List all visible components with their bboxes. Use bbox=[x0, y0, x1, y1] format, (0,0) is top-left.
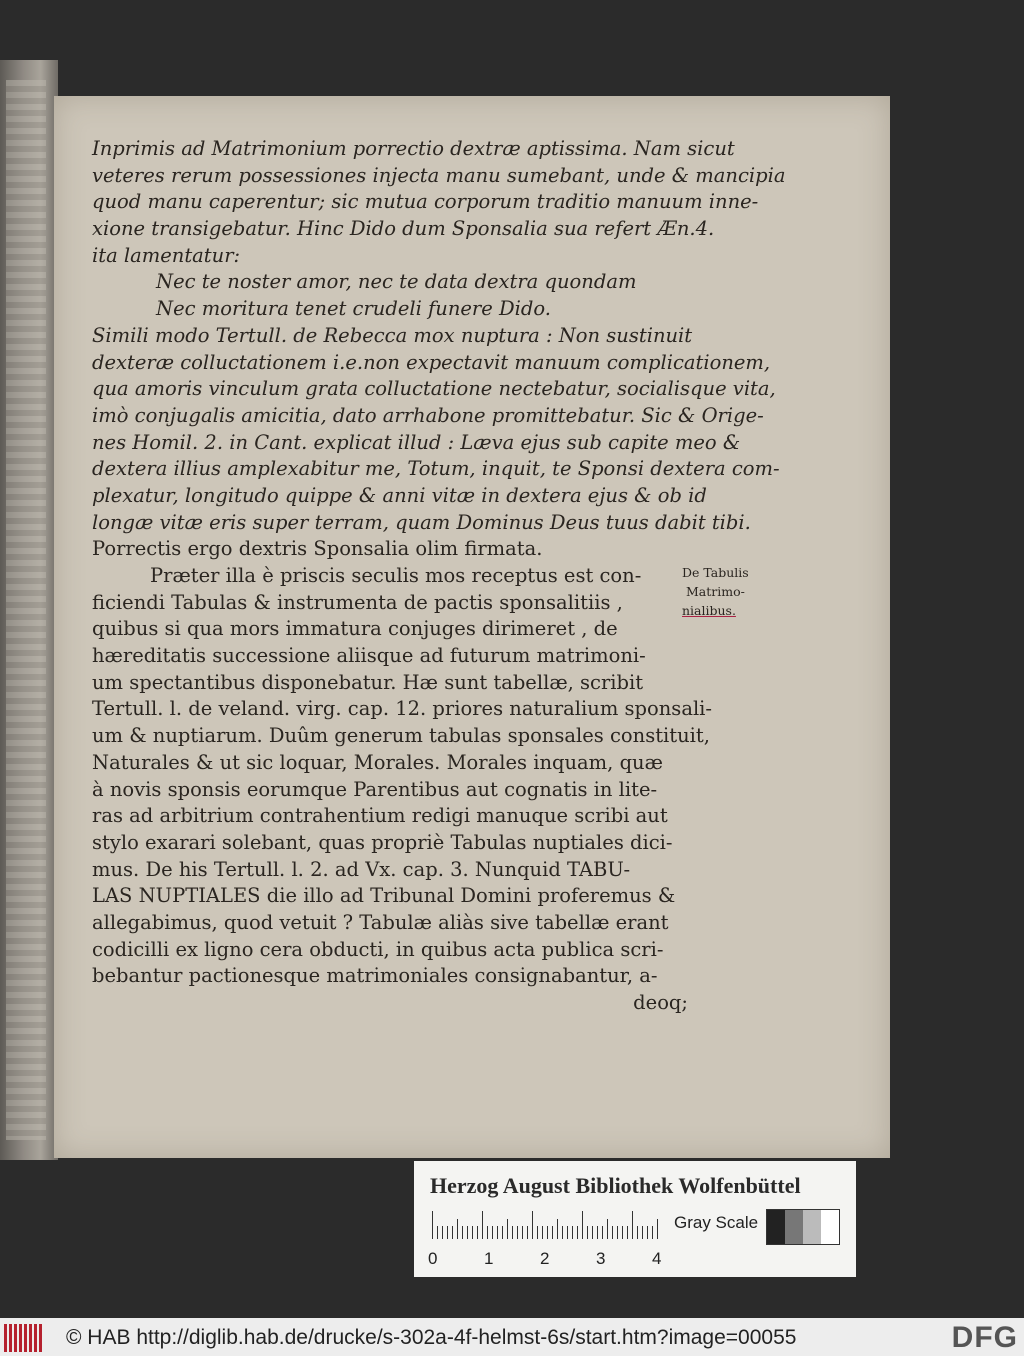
ruler-tick bbox=[492, 1226, 493, 1239]
text-line: Nec moritura tenet crudeli funere Dido. bbox=[156, 297, 551, 321]
text-line: Tertull. l. de veland. virg. cap. 12. priores naturalium sponsali- bbox=[92, 697, 713, 721]
text-line: codicilli ex ligno cera obducti, in quibus acta publica scri- bbox=[92, 937, 664, 961]
text-line: longæ vitæ eris super terram, quam Dominus Deus tuus dabit tibi. bbox=[92, 510, 751, 534]
text-line: qua amoris vinculum grata colluctatione nectebatur, socialisque vita, bbox=[92, 377, 776, 401]
gray-swatch bbox=[767, 1210, 785, 1244]
ruler-tick bbox=[637, 1226, 638, 1239]
ruler-number: 0 bbox=[428, 1249, 438, 1268]
ruler-tick bbox=[447, 1226, 448, 1239]
ruler-tick bbox=[467, 1226, 468, 1239]
text-line: Inprimis ad Matrimonium porrectio dextræ aptissima. Nam sicut bbox=[92, 137, 735, 160]
ruler-number: 2 bbox=[540, 1249, 550, 1268]
ruler-tick bbox=[632, 1211, 633, 1239]
text-line: deoq; bbox=[633, 991, 688, 1014]
text-line: stylo exarari solebant, quas propriè Tabulas nuptiales dici- bbox=[92, 830, 673, 854]
gray-scale-label: Gray Scale bbox=[674, 1213, 759, 1232]
gray-swatch bbox=[785, 1210, 803, 1244]
ruler-tick bbox=[657, 1219, 658, 1239]
text-line: nes Homil. 2. in Cant. explicat illud : Læva ejus sub capite meo & bbox=[92, 430, 741, 454]
ruler-tick bbox=[607, 1219, 608, 1239]
ruler-tick bbox=[547, 1226, 548, 1239]
ruler-number: 3 bbox=[596, 1249, 606, 1268]
adjacent-page-text bbox=[6, 80, 46, 1140]
ruler-tick bbox=[542, 1226, 543, 1239]
copyright-link[interactable]: © HAB http://diglib.hab.de/drucke/s-302a-4f-helmst-6s/start.htm?image=00055 bbox=[66, 1326, 797, 1349]
text-line: Simili modo Tertull. de Rebecca mox nuptura : Non sustinuit bbox=[92, 323, 693, 347]
text-line: Nec te noster amor, nec te data dextra quondam bbox=[156, 270, 637, 294]
text-line: Præter illa è priscis seculis mos receptus est con- bbox=[150, 564, 642, 587]
ruler-tick bbox=[612, 1226, 613, 1239]
ruler-tick bbox=[572, 1226, 573, 1239]
ruler-tick bbox=[452, 1226, 453, 1239]
text-line: dexteræ colluctationem i.e.non expectavit manuum complicationem, bbox=[92, 350, 771, 374]
marginal-note-line: nialibus. bbox=[682, 603, 736, 618]
ruler-tick bbox=[442, 1226, 443, 1239]
text-line: quibus si qua mors immatura conjuges dirimeret , de bbox=[92, 617, 618, 641]
text-line: bebantur pactionesque matrimoniales consignabantur, a- bbox=[92, 964, 658, 988]
text-line: veteres rerum possessiones injecta manu sumebant, unde & mancipia bbox=[92, 163, 786, 187]
ruler-tick bbox=[487, 1226, 488, 1239]
ruler-tick bbox=[587, 1226, 588, 1239]
ruler-tick bbox=[517, 1226, 518, 1239]
marginal-note-line: De Tabulis bbox=[682, 565, 749, 580]
ruler-tick bbox=[502, 1226, 503, 1239]
text-line: ras ad arbitrium contrahentium redigi manuque scribi aut bbox=[92, 804, 668, 828]
ruler-tick bbox=[432, 1211, 433, 1239]
ruler-tick bbox=[567, 1226, 568, 1239]
adjacent-page-edge bbox=[0, 60, 58, 1160]
text-line: dextera illius amplexabitur me, Totum, inquit, te Sponsi dextera com- bbox=[92, 457, 780, 481]
marginal-note bbox=[682, 563, 749, 620]
ruler-number: 1 bbox=[484, 1249, 494, 1268]
text-line: ita lamentatur: bbox=[92, 243, 241, 267]
gray-swatch bbox=[803, 1210, 821, 1244]
gray-swatch bbox=[821, 1210, 839, 1244]
text-line: xione transigebatur. Hinc Dido dum Sponsalia sua refert Æn.4. bbox=[92, 217, 715, 241]
ruler-tick bbox=[582, 1211, 583, 1239]
ruler-tick bbox=[552, 1226, 553, 1239]
ruler-tick bbox=[622, 1226, 623, 1239]
text-line: Naturales & ut sic loquar, Morales. Morales inquam, quæ bbox=[92, 750, 663, 774]
text-line: quod manu caperentur; sic mutua corporum traditio manuum inne- bbox=[92, 190, 759, 214]
text-line: um & nuptiarum. Duûm generum tabulas sponsales constituit, bbox=[92, 724, 710, 748]
ruler-tick bbox=[652, 1226, 653, 1239]
ruler-tick bbox=[497, 1226, 498, 1239]
gray-scale-swatches bbox=[766, 1209, 840, 1245]
ruler-tick bbox=[557, 1219, 558, 1239]
text-line: allegabimus, quod vetuit ? Tabulæ aliàs sive tabellæ erant bbox=[92, 910, 669, 934]
ruler-tick bbox=[647, 1226, 648, 1239]
text-line: plexatur, longitudo quippe & anni vitæ in dextera ejus & ob id bbox=[92, 483, 707, 507]
color-scale-card bbox=[414, 1161, 856, 1277]
ruler-tick bbox=[617, 1226, 618, 1239]
ruler-tick bbox=[602, 1226, 603, 1239]
ruler-tick bbox=[562, 1226, 563, 1239]
ruler-tick bbox=[462, 1226, 463, 1239]
text-line: LAS NUPTIALES die illo ad Tribunal Domini proferemus & bbox=[92, 884, 676, 908]
ruler-tick bbox=[537, 1226, 538, 1239]
text-line: Porrectis ergo dextris Sponsalia olim firmata. bbox=[92, 537, 543, 561]
ruler-number: 4 bbox=[652, 1249, 662, 1268]
text-line: à novis sponsis eorumque Parentibus aut cognatis in lite- bbox=[92, 777, 658, 801]
ruler-tick bbox=[577, 1226, 578, 1239]
text-line: imò conjugalis amicitia, dato arrhabone promittebatur. Sic & Orige- bbox=[92, 403, 764, 427]
ruler-tick bbox=[627, 1226, 628, 1239]
ruler-tick bbox=[507, 1219, 508, 1239]
ruler-tick bbox=[532, 1211, 533, 1239]
ruler-tick bbox=[527, 1226, 528, 1239]
ruler-tick bbox=[512, 1226, 513, 1239]
ruler-tick bbox=[472, 1226, 473, 1239]
marginal-note-line: Matrimo- bbox=[686, 584, 745, 599]
scale-ruler bbox=[432, 1211, 660, 1239]
footer-bar bbox=[0, 1318, 1024, 1356]
text-line: um spectantibus disponebatur. Hæ sunt tabellæ, scribit bbox=[92, 670, 644, 694]
ruler-tick bbox=[592, 1226, 593, 1239]
ruler-tick bbox=[597, 1226, 598, 1239]
library-name: Herzog August Bibliothek Wolfenbüttel bbox=[430, 1173, 801, 1198]
ruler-tick bbox=[642, 1226, 643, 1239]
ruler-tick bbox=[522, 1226, 523, 1239]
hab-logo-icon bbox=[4, 1324, 46, 1352]
text-line: mus. De his Tertull. l. 2. ad Vx. cap. 3. Nunquid TABU- bbox=[92, 857, 631, 881]
ruler-tick bbox=[457, 1219, 458, 1239]
text-line: ficiendi Tabulas & instrumenta de pactis sponsalitiis , bbox=[92, 590, 623, 614]
text-line: hæreditatis successione aliisque ad futurum matrimoni- bbox=[92, 644, 646, 668]
dfg-logo: DFG bbox=[951, 1321, 1018, 1354]
ruler-tick bbox=[477, 1226, 478, 1239]
ruler-tick bbox=[482, 1211, 483, 1239]
ruler-tick bbox=[437, 1226, 438, 1239]
